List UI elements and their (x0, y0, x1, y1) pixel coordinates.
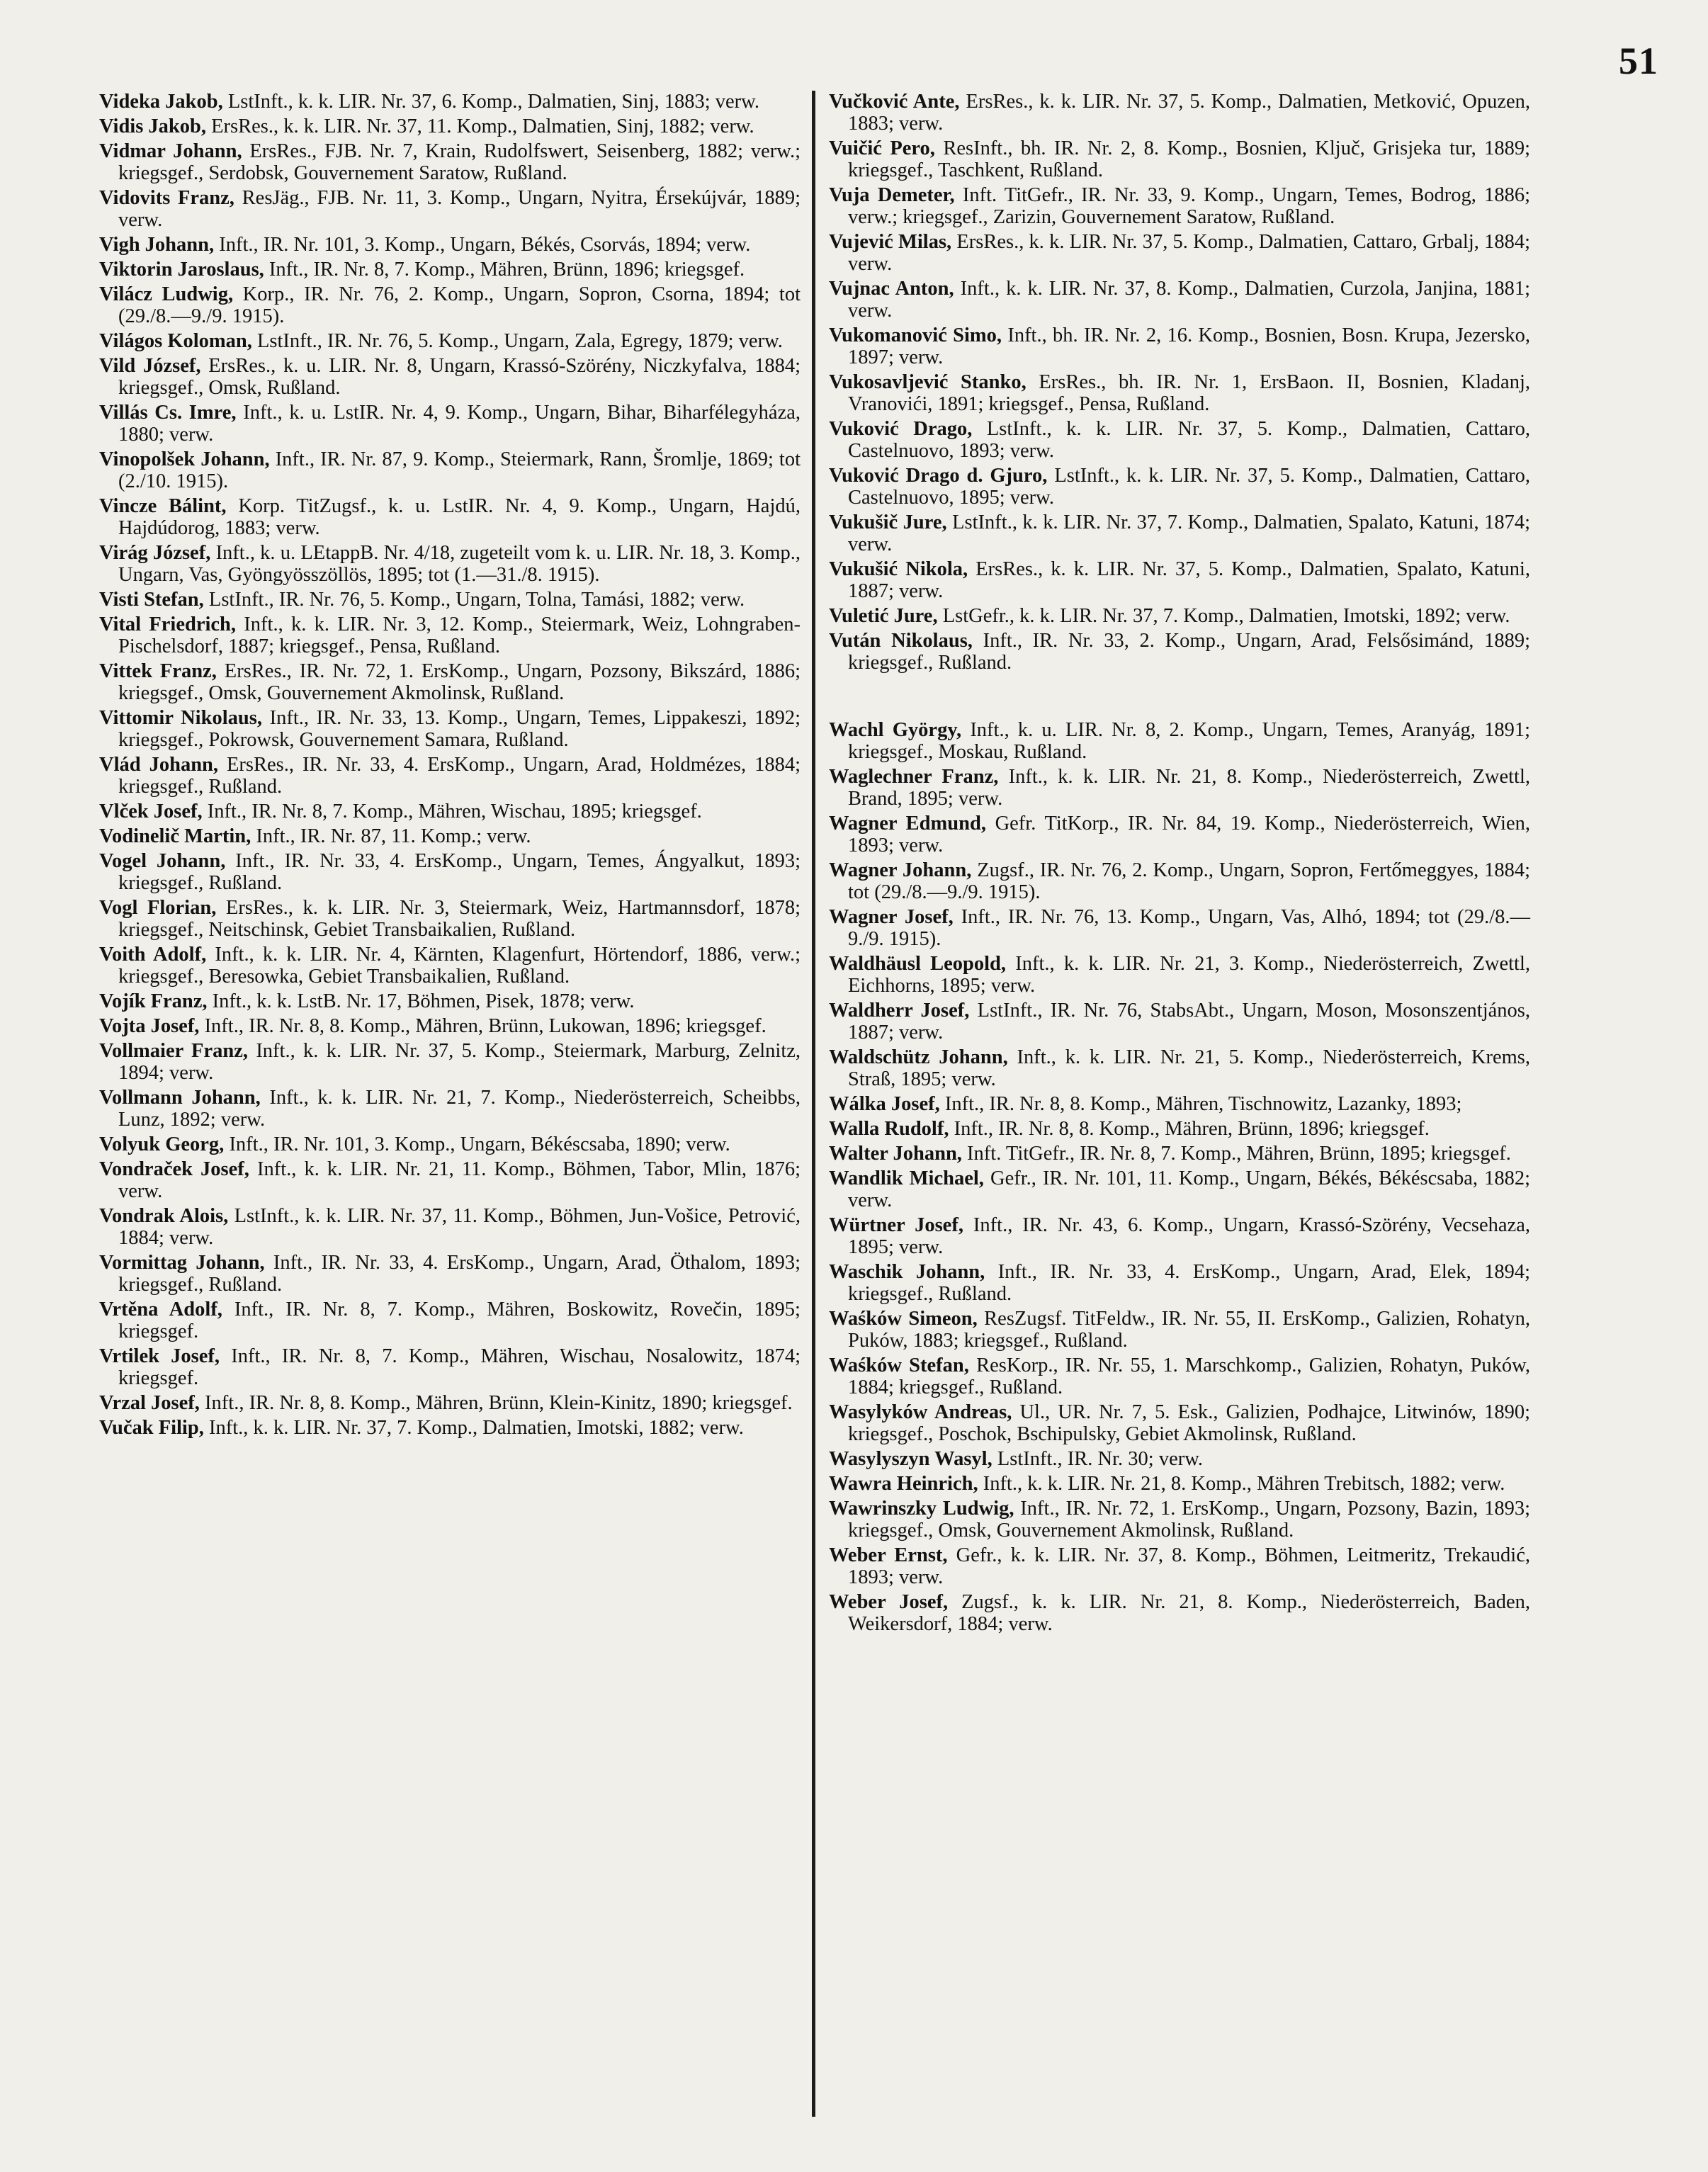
register-entry (829, 859, 1530, 903)
entry-name: Vrzal Josef, (99, 1392, 200, 1414)
register-entry (99, 259, 801, 281)
entry-name: Wagner Edmund, (829, 813, 986, 835)
register-entry (99, 355, 801, 399)
entry-name: Vuletić Jure, (829, 605, 938, 627)
register-entry (99, 1252, 801, 1296)
register-entry (99, 1133, 801, 1155)
entry-details: Inft., IR. Nr. 8, 7. Komp., Mähren, Brünn, 1896; kriegsgef. (268, 259, 745, 281)
register-entry (829, 719, 1530, 763)
register-entry (829, 1093, 1530, 1115)
entry-name: Vondraček Josef, (99, 1158, 249, 1180)
register-entry (99, 140, 801, 184)
register-entry (829, 371, 1530, 415)
register-entry (829, 630, 1530, 674)
entry-name: Waśków Stefan, (829, 1354, 969, 1376)
register-entry (99, 850, 801, 894)
register-entry (829, 1448, 1530, 1470)
entry-details: Inft., IR. Nr. 8, 7. Komp., Mähren, Wischau, 1895; kriegsgef. (207, 801, 702, 822)
register-entry (829, 1354, 1530, 1398)
entry-name: Wandlik Michael, (829, 1167, 984, 1189)
entry-name: Wachl György, (829, 719, 962, 741)
entry-details: LstInft., IR. Nr. 30; verw. (997, 1448, 1204, 1470)
entry-name: Vondrak Alois, (99, 1205, 229, 1227)
entry-name: Wálka Josef, (829, 1093, 940, 1115)
entry-name: Vogel Johann, (99, 850, 226, 872)
entry-details: Inft., IR. Nr. 8, 7. Komp., Mähren, Boskowitz, Rovečin, 1895; kriegsgef. (118, 1299, 801, 1342)
register-entry (99, 448, 801, 492)
entry-details: LstInft., IR. Nr. 76, 5. Komp., Ungarn, Tolna, Tamási, 1882; verw. (208, 589, 745, 611)
entry-name: Waglechner Franz, (829, 766, 999, 788)
entry-details: ErsRes., IR. Nr. 72, 1. ErsKomp., Ungarn, Pozsony, Bikszárd, 1886; kriegsgef., Omsk, Gouvernement Akmolinsk, Rußland. (118, 660, 801, 704)
register-entry (99, 660, 801, 704)
entry-details: Inft., IR. Nr. 8, 8. Komp., Mähren, Brünn, 1896; kriegsgef. (954, 1118, 1430, 1140)
entry-details: ErsRes., bh. IR. Nr. 1, ErsBaon. II, Bosnien, Kladanj, Vranovići, 1891; kriegsgef., Pensa, Rußland. (848, 371, 1531, 415)
entry-details: Inft., k. u. LstIR. Nr. 4, 9. Komp., Ungarn, Bihar, Biharfélegyháza, 1880; verw. (118, 402, 801, 446)
entry-name: Vollmaier Franz, (99, 1040, 248, 1062)
entry-details: LstInft., k. k. LIR. Nr. 37, 11. Komp., Böhmen, Jun-Vošice, Petrović, 1884; verw. (118, 1205, 801, 1249)
register-entry (99, 707, 801, 751)
register-entry (99, 115, 801, 137)
register-entry (829, 1401, 1530, 1445)
entry-name: Vittek Franz, (99, 660, 217, 682)
register-entry (829, 511, 1530, 555)
register-entry (829, 465, 1530, 509)
register-entry (829, 1143, 1530, 1165)
entry-details: Inft., k. u. LEtappB. Nr. 4/18, zugeteilt vom k. u. LIR. Nr. 18, 3. Komp., Ungarn, Vas, Gyöngyösszöllös, 1895; tot (1.—31./8. 1915). (118, 542, 801, 586)
entry-name: Waldherr Josef, (829, 1000, 970, 1022)
section-gap (829, 677, 1530, 719)
entry-name: Vuković Drago d. Gjuro, (829, 465, 1048, 487)
entry-name: Vrtilek Josef, (99, 1345, 220, 1367)
entry-name: Vután Nikolaus, (829, 630, 973, 652)
entry-details: ResKorp., IR. Nr. 55, 1. Marschkomp., Galizien, Rohatyn, Puków, 1884; kriegsgef., Rußland. (848, 1354, 1530, 1398)
entry-name: Vlád Johann, (99, 754, 219, 776)
entry-details: Zugsf., k. k. LIR. Nr. 21, 8. Komp., Niederösterreich, Baden, Weikersdorf, 1884; verw. (848, 1591, 1531, 1635)
entry-details: Inft., k. k. LIR. Nr. 21, 8. Komp., Niederösterreich, Zwettl, Brand, 1895; verw. (848, 766, 1530, 810)
entry-name: Vujević Milas, (829, 231, 952, 253)
entry-name: Videka Jakob, (99, 91, 223, 113)
register-entry (99, 234, 801, 256)
entry-name: Weber Josef, (829, 1591, 949, 1613)
right-column-v-section (829, 91, 1530, 674)
entry-name: Wawrinszky Ludwig, (829, 1498, 1014, 1520)
entry-details: Inft., IR. Nr. 8, 8. Komp., Mähren, Tischnowitz, Lazanky, 1893; (944, 1093, 1462, 1115)
entry-details: ResJäg., FJB. Nr. 11, 3. Komp., Ungarn, Nyitra, Érsekújvár, 1889; verw. (118, 187, 801, 231)
entry-details: LstInft., k. k. LIR. Nr. 37, 7. Komp., Dalmatien, Spalato, Katuni, 1874; verw. (848, 511, 1531, 555)
entry-details: Gefr., k. k. LIR. Nr. 37, 8. Komp., Böhmen, Leitmeritz, Trekaudić, 1893; verw. (848, 1544, 1530, 1588)
entry-name: Waśków Simeon, (829, 1308, 978, 1330)
entry-details: ErsRes., FJB. Nr. 7, Krain, Rudolfswert, Seisenberg, 1882; verw.; kriegsgef., Serdobsk, Gouvernement Saratow, Rußland. (118, 140, 801, 184)
register-entry (99, 1015, 801, 1037)
entry-name: Volyuk Georg, (99, 1133, 225, 1155)
entry-details: ResZugsf. TitFeldw., IR. Nr. 55, II. ErsKomp., Galizien, Rohatyn, Puków, 1883; kriegsgef., Rußland. (848, 1308, 1531, 1352)
entry-name: Vlček Josef, (99, 801, 203, 822)
register-entry (829, 1544, 1530, 1588)
entry-details: Inft., IR. Nr. 87, 9. Komp., Steiermark, Rann, Šromlje, 1869; tot (2./10. 1915). (118, 448, 801, 492)
register-entry (829, 1118, 1530, 1140)
register-entry (829, 1473, 1530, 1495)
register-entry (829, 813, 1530, 856)
entry-details: Inft., IR. Nr. 76, 13. Komp., Ungarn, Vas, Alhó, 1894; tot (29./8.—9./9. 1915). (848, 906, 1531, 950)
register-entry (99, 91, 801, 113)
entry-details: Inft. TitGefr., IR. Nr. 8, 7. Komp., Mähren, Brünn, 1895; kriegsgef. (967, 1143, 1511, 1165)
entry-name: Weber Ernst, (829, 1544, 948, 1566)
entry-name: Vrtěna Adolf, (99, 1299, 222, 1320)
entry-details: Ul., UR. Nr. 7, 5. Esk., Galizien, Podhajce, Litwinów, 1890; kriegsgef., Poschok, Bschipulsky, Gebiet Akmolinsk, Rußland. (848, 1401, 1531, 1445)
register-entry (99, 990, 801, 1012)
entry-name: Wagner Johann, (829, 859, 972, 881)
entry-details: Inft., IR. Nr. 87, 11. Komp.; verw. (256, 825, 531, 847)
entry-details: LstInft., IR. Nr. 76, 5. Komp., Ungarn, Zala, Egregy, 1879; verw. (257, 330, 783, 352)
register-entry (829, 766, 1530, 810)
register-entry (829, 605, 1530, 627)
entry-name: Világos Koloman, (99, 330, 252, 352)
entry-details: Inft., IR. Nr. 8, 7. Komp., Mähren, Wischau, Nosalowitz, 1874; kriegsgef. (118, 1345, 801, 1389)
register-entry (99, 1087, 801, 1131)
entry-details: LstGefr., k. k. LIR. Nr. 37, 7. Komp., Dalmatien, Imotski, 1892; verw. (942, 605, 1510, 627)
entry-name: Vilácz Ludwig, (99, 283, 234, 305)
entry-name: Wasylyszyn Wasyl, (829, 1448, 992, 1470)
entry-details: ErsRes., k. k. LIR. Nr. 37, 5. Komp., Dalmatien, Cattaro, Grbalj, 1884; verw. (848, 231, 1530, 275)
register-entry (829, 906, 1530, 950)
entry-details: Inft., k. k. LIR. Nr. 37, 8. Komp., Dalmatien, Curzola, Janjina, 1881; verw. (848, 278, 1531, 322)
entry-details: ErsRes., k. k. LIR. Nr. 3, Steiermark, Weiz, Hartmannsdorf, 1878; kriegsgef., Neitschinsk, Gebiet Transbaikalien, Rußland. (118, 897, 801, 941)
entry-details: LstInft., k. k. LIR. Nr. 37, 6. Komp., Dalmatien, Sinj, 1883; verw. (227, 91, 760, 113)
entry-details: Inft., k. k. LIR. Nr. 21, 5. Komp., Niederösterreich, Krems, Straß, 1895; verw. (848, 1046, 1530, 1090)
register-entry (829, 1308, 1530, 1352)
entry-name: Vogl Florian, (99, 897, 217, 919)
right-column (829, 91, 1530, 1638)
entry-details: Inft., IR. Nr. 43, 6. Komp., Ungarn, Krassó-Szörény, Vecsehaza, 1895; verw. (848, 1214, 1530, 1258)
entry-name: Vigh Johann, (99, 234, 215, 256)
entry-details: Gefr. TitKorp., IR. Nr. 84, 19. Komp., Niederösterreich, Wien, 1893; verw. (848, 813, 1531, 856)
register-entry (829, 184, 1530, 228)
register-entry (829, 278, 1530, 322)
right-column-w-section (829, 719, 1530, 1635)
entry-details: LstInft., IR. Nr. 76, StabsAbt., Ungarn, Moson, Mosonszentjános, 1887; verw. (848, 1000, 1530, 1043)
register-entry (99, 801, 801, 822)
entry-details: Inft., k. k. LIR. Nr. 21, 7. Komp., Niederösterreich, Scheibbs, Lunz, 1892; verw. (118, 1087, 801, 1131)
entry-name: Vuković Drago, (829, 418, 973, 440)
register-entry (99, 1040, 801, 1084)
entry-details: ErsRes., k. u. LIR. Nr. 8, Ungarn, Krassó-Szörény, Niczkyfalva, 1884; kriegsgef., Omsk, Rußland. (118, 355, 801, 399)
entry-details: Inft., k. k. LIR. Nr. 3, 12. Komp., Steiermark, Weiz, Lohngraben-Pischelsdorf, 1887; kriegsgef., Pensa, Rußland. (118, 613, 801, 657)
register-entry (829, 91, 1530, 135)
entry-details: ResInft., bh. IR. Nr. 2, 8. Komp., Bosnien, Ključ, Grisjeka tur, 1889; kriegsgef., Taschkent, Rußland. (848, 137, 1531, 181)
entry-name: Wawra Heinrich, (829, 1473, 978, 1495)
entry-name: Vittomir Nikolaus, (99, 707, 262, 729)
entry-details: Korp. TitZugsf., k. u. LstIR. Nr. 4, 9. Komp., Ungarn, Hajdú, Hajdúdorog, 1883; verw. (118, 495, 801, 539)
entry-name: Vidmar Johann, (99, 140, 242, 162)
entry-details: Zugsf., IR. Nr. 76, 2. Komp., Ungarn, Sopron, Fertőmeggyes, 1884; tot (29./8.—9./9. 1915). (848, 859, 1530, 903)
left-column (99, 91, 801, 1442)
register-entry (99, 589, 801, 611)
entry-details: Inft., k. k. LIR. Nr. 21, 11. Komp., Böhmen, Tabor, Mlin, 1876; verw. (118, 1158, 801, 1202)
register-entry (99, 1299, 801, 1342)
entry-name: Walla Rudolf, (829, 1118, 949, 1140)
entry-details: Inft., k. k. LstB. Nr. 17, Böhmen, Pisek, 1878; verw. (212, 990, 635, 1012)
entry-details: Gefr., IR. Nr. 101, 11. Komp., Ungarn, Békés, Békéscsaba, 1882; verw. (848, 1167, 1531, 1211)
entry-name: Viktorin Jaroslaus, (99, 259, 264, 281)
register-entry (99, 1392, 801, 1414)
page-columns (99, 91, 1544, 2145)
page-number: 51 (1619, 40, 1658, 82)
register-entry (829, 137, 1530, 181)
register-entry (99, 187, 801, 231)
entry-details: Korp., IR. Nr. 76, 2. Komp., Ungarn, Sopron, Csorna, 1894; tot (29./8.—9./9. 1915). (118, 283, 801, 327)
entry-details: LstInft., k. k. LIR. Nr. 37, 5. Komp., Dalmatien, Cattaro, Castelnuovo, 1895; verw. (848, 465, 1530, 509)
entry-details: Inft., k. k. LIR. Nr. 37, 5. Komp., Steiermark, Marburg, Zelnitz, 1894; verw. (118, 1040, 801, 1084)
entry-name: Vukušić Nikola, (829, 558, 968, 580)
entry-name: Waschik Johann, (829, 1261, 985, 1283)
entry-name: Vučak Filip, (99, 1417, 204, 1439)
register-entry (829, 324, 1530, 368)
entry-details: Inft., IR. Nr. 33, 2. Komp., Ungarn, Arad, Felsősimánd, 1889; kriegsgef., Rußland. (848, 630, 1531, 674)
entry-details: Inft., IR. Nr. 33, 4. ErsKomp., Ungarn, Arad, Elek, 1894; kriegsgef., Rußland. (848, 1261, 1530, 1305)
register-entry (99, 330, 801, 352)
entry-name: Vidis Jakob, (99, 115, 207, 137)
entry-name: Virág József, (99, 542, 211, 564)
register-entry (99, 754, 801, 798)
entry-name: Vild József, (99, 355, 201, 377)
register-entry (829, 1261, 1530, 1305)
register-entry (99, 402, 801, 446)
entry-name: Villás Cs. Imre, (99, 402, 237, 424)
entry-details: Inft., bh. IR. Nr. 2, 16. Komp., Bosnien, Bosn. Krupa, Jezersko, 1897; verw. (848, 324, 1530, 368)
entry-name: Vormittag Johann, (99, 1252, 265, 1274)
register-entry (829, 1214, 1530, 1258)
entry-name: Voith Adolf, (99, 944, 207, 966)
entry-name: Visti Stefan, (99, 589, 204, 611)
entry-name: Waldschütz Johann, (829, 1046, 1008, 1068)
entry-details: Inft., IR. Nr. 33, 4. ErsKomp., Ungarn, Temes, Ángyalkut, 1893; kriegsgef., Rußland. (118, 850, 801, 894)
column-divider (812, 91, 815, 2117)
entry-details: ErsRes., k. k. LIR. Nr. 37, 11. Komp., Dalmatien, Sinj, 1882; verw. (211, 115, 754, 137)
entry-details: Inft., IR. Nr. 8, 8. Komp., Mähren, Brünn, Klein-Kinitz, 1890; kriegsgef. (205, 1392, 793, 1414)
entry-name: Vukušič Jure, (829, 511, 947, 533)
entry-name: Wagner Josef, (829, 906, 954, 928)
register-entry (829, 418, 1530, 462)
register-entry (829, 558, 1530, 602)
entry-details: ErsRes., k. k. LIR. Nr. 37, 5. Komp., Dalmatien, Metković, Opuzen, 1883; verw. (848, 91, 1531, 135)
register-entry (99, 1158, 801, 1202)
register-entry (829, 1591, 1530, 1635)
entry-name: Würtner Josef, (829, 1214, 963, 1236)
register-entry (829, 1167, 1530, 1211)
register-entry (99, 613, 801, 657)
entry-name: Vodinelič Martin, (99, 825, 251, 847)
entry-details: Inft., k. k. LIR. Nr. 21, 3. Komp., Niederösterreich, Zwettl, Eichhorns, 1895; verw. (848, 953, 1531, 997)
register-entry (99, 897, 801, 941)
entry-details: Inft., IR. Nr. 101, 3. Komp., Ungarn, Békés, Csorvás, 1894; verw. (219, 234, 751, 256)
register-entry (829, 1046, 1530, 1090)
register-entry (99, 283, 801, 327)
register-entry (99, 1205, 801, 1249)
entry-name: Vidovits Franz, (99, 187, 234, 209)
register-entry (99, 1417, 801, 1439)
entry-name: Vukomanović Simo, (829, 324, 1002, 346)
register-entry (829, 1498, 1530, 1542)
entry-name: Vojta Josef, (99, 1015, 200, 1037)
entry-details: ErsRes., IR. Nr. 33, 4. ErsKomp., Ungarn, Arad, Holdmézes, 1884; kriegsgef., Rußland. (118, 754, 801, 798)
entry-name: Vučković Ante, (829, 91, 960, 113)
entry-details: Inft., k. k. LIR. Nr. 37, 7. Komp., Dalmatien, Imotski, 1882; verw. (208, 1417, 744, 1439)
entry-name: Vinopolšek Johann, (99, 448, 270, 470)
register-entry (99, 825, 801, 847)
register-entry (829, 231, 1530, 275)
entry-name: Vujnac Anton, (829, 278, 954, 300)
entry-details: Inft., k. k. LIR. Nr. 21, 8. Komp., Mähren Trebitsch, 1882; verw. (983, 1473, 1505, 1495)
entry-details: Inft., IR. Nr. 33, 4. ErsKomp., Ungarn, Arad, Öthalom, 1893; kriegsgef., Rußland. (118, 1252, 801, 1296)
entry-details: Inft. TitGefr., IR. Nr. 33, 9. Komp., Ungarn, Temes, Bodrog, 1886; verw.; kriegsgef., Zarizin, Gouvernement Saratow, Rußland. (848, 184, 1530, 228)
entry-name: Vojík Franz, (99, 990, 208, 1012)
register-entry (829, 953, 1530, 997)
register-entry (99, 495, 801, 539)
entry-name: Walter Johann, (829, 1143, 962, 1165)
entry-name: Wasylyków Andreas, (829, 1401, 1012, 1423)
entry-details: Inft., IR. Nr. 101, 3. Komp., Ungarn, Békéscsaba, 1890; verw. (229, 1133, 730, 1155)
register-entry (99, 1345, 801, 1389)
entry-details: Inft., IR. Nr. 8, 8. Komp., Mähren, Brünn, Lukowan, 1896; kriegsgef. (204, 1015, 767, 1037)
register-entry (99, 542, 801, 586)
entry-details: Inft., k. k. LIR. Nr. 4, Kärnten, Klagenfurt, Hörtendorf, 1886, verw.; kriegsgef., Beresowka, Gebiet Transbaikalien, Rußland. (118, 944, 801, 988)
register-entry (99, 944, 801, 988)
entry-name: Vincze Bálint, (99, 495, 227, 517)
entry-details: Inft., IR. Nr. 72, 1. ErsKomp., Ungarn, Pozsony, Bazin, 1893; kriegsgef., Omsk, Gouvernement Akmolinsk, Rußland. (848, 1498, 1531, 1542)
entry-details: Inft., k. u. LIR. Nr. 8, 2. Komp., Ungarn, Temes, Aranyág, 1891; kriegsgef., Moskau, Rußland. (848, 719, 1530, 763)
entry-details: LstInft., k. k. LIR. Nr. 37, 5. Komp., Dalmatien, Cattaro, Castelnuovo, 1893; verw. (848, 418, 1531, 462)
entry-details: ErsRes., k. k. LIR. Nr. 37, 5. Komp., Dalmatien, Spalato, Katuni, 1887; verw. (848, 558, 1530, 602)
entry-name: Vukosavljević Stanko, (829, 371, 1027, 393)
register-entry (829, 1000, 1530, 1043)
entry-name: Vital Friedrich, (99, 613, 237, 635)
entry-name: Vollmann Johann, (99, 1087, 261, 1109)
entry-details: Inft., IR. Nr. 33, 13. Komp., Ungarn, Temes, Lippakeszi, 1892; kriegsgef., Pokrowsk, Gouvernement Samara, Rußland. (118, 707, 801, 751)
entry-name: Vuja Demeter, (829, 184, 955, 206)
entry-name: Waldhäusl Leopold, (829, 953, 1007, 975)
entry-name: Vuičić Pero, (829, 137, 935, 159)
